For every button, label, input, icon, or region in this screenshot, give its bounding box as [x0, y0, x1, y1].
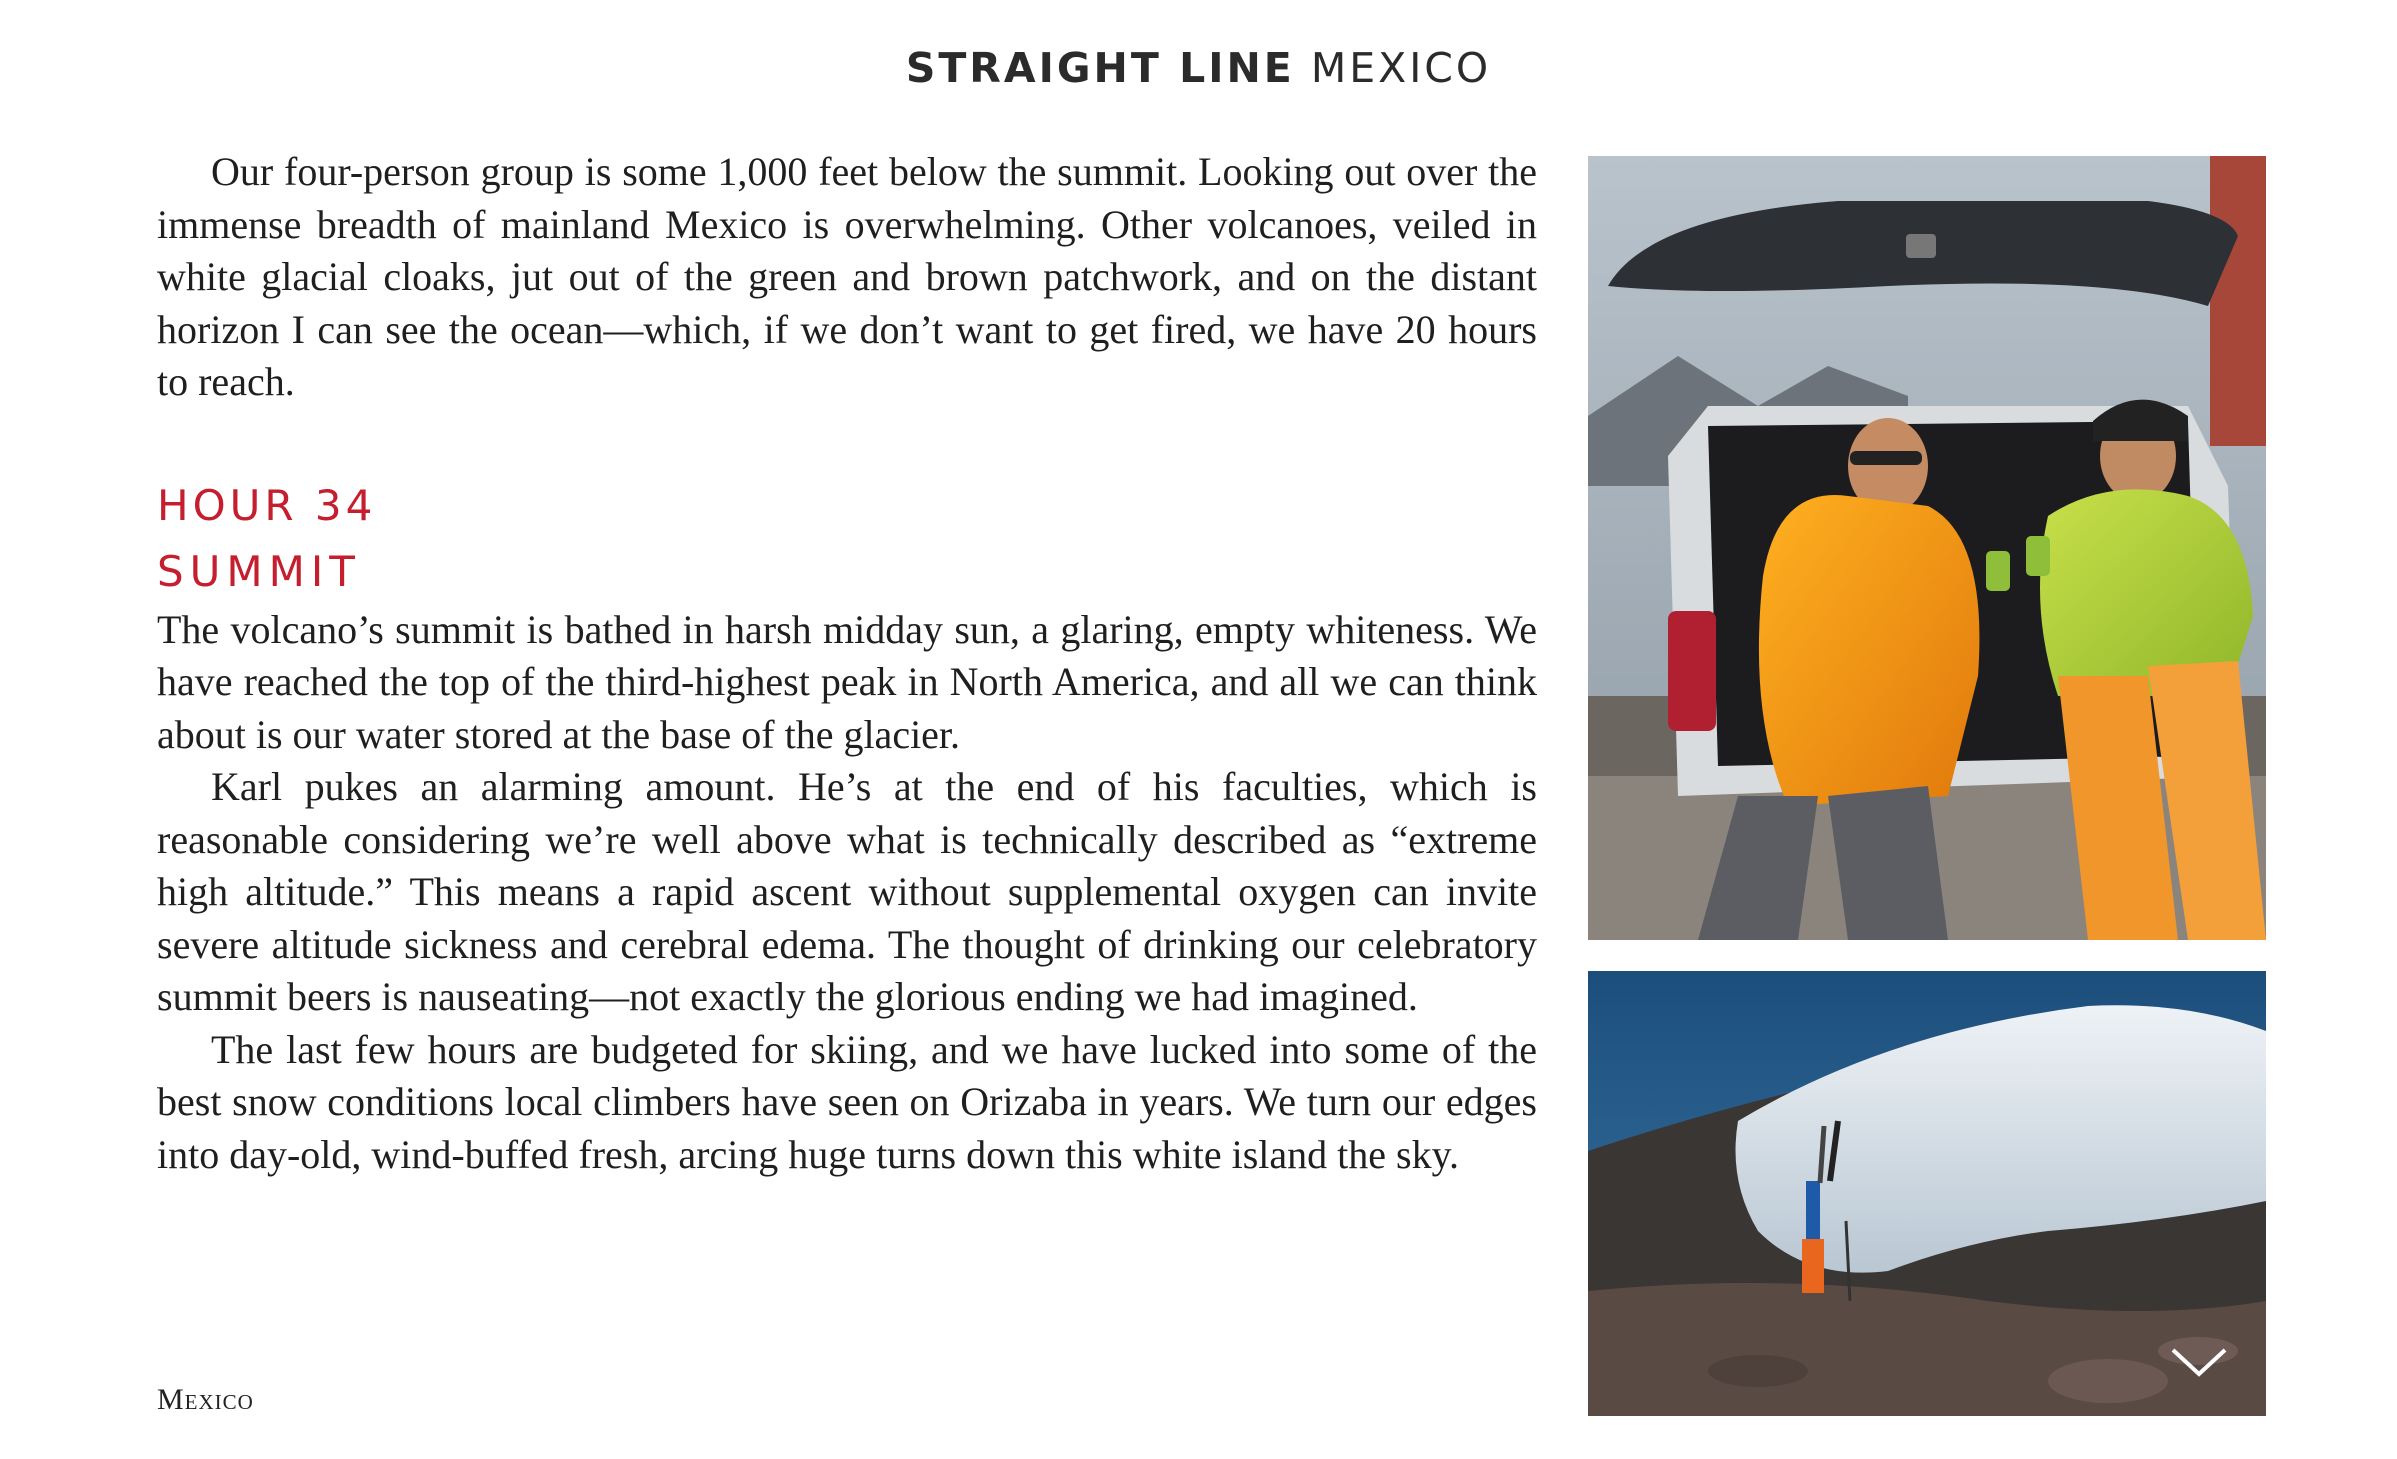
summit-paragraph-1: The volcano’s summit is bathed in harsh midday sun, a glaring, empty whiteness. We have reached the top of the third-highest peak in North America, and all we can think about is our water stored at the base of the glacier. — [157, 606, 1537, 757]
photo-skiers-car-trunk — [1588, 156, 2266, 940]
running-head — [0, 44, 2397, 92]
summit-paragraph-2: Karl pukes an alarming amount. He’s at the end of his faculties, which is reasonable considering we’re well above what is technically described as “extreme high altitude.” This means a rapid ascent without supplemental oxygen can invite severe altitude sickness and cerebral edema. The thought of drinking our celebratory summit beers is nauseating—not exactly the glorious ending we had imagined. — [157, 764, 1537, 1019]
running-head-location: MEXICO — [1310, 44, 1492, 92]
section-title: SUMMIT — [157, 546, 361, 596]
folio-label: Mexico — [157, 1383, 254, 1416]
intro-paragraph: Our four-person group is some 1,000 feet below the summit. Looking out over the immense breadth of mainland Mexico is overwhelming. Other volcanoes, veiled in white glacial cloaks, jut out of the green and brown patchwork, and on the distant horizon I can see the ocean—which, if we don’t want to get fired, we have 20 hours to reach. — [157, 149, 1537, 404]
section-hour: HOUR 34 — [157, 480, 377, 530]
section-heading — [157, 473, 1537, 604]
photo-skier-volcano — [1588, 971, 2266, 1416]
photo-skier-volcano-image — [1588, 971, 2266, 1416]
photo-skiers-car-trunk-image — [1588, 156, 2266, 940]
body-text-column — [157, 146, 1537, 1181]
chevron-down-icon[interactable] — [2170, 1346, 2228, 1378]
running-head-title: STRAIGHT LINE — [905, 44, 1295, 92]
summit-paragraph-3: The last few hours are budgeted for skiing, and we have lucked into some of the best snow conditions local climbers have seen on Orizaba in years. We turn our edges into day-old, wind-buffed fresh, arcing huge turns down this white island the sky. — [157, 1026, 1537, 1177]
